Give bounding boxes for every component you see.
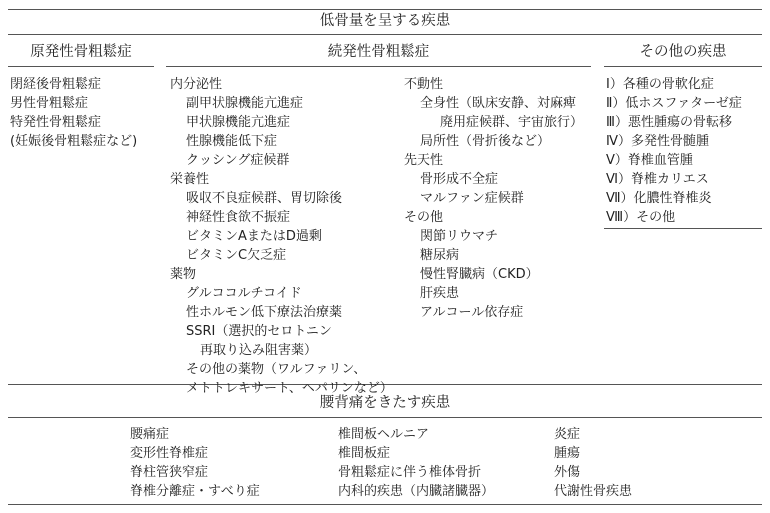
list-item: 炎症 [554, 427, 581, 442]
list-item: Ⅴ）脊椎血管腫 [606, 153, 693, 168]
list-item: 全身性（臥床安静、対麻痺 [420, 96, 577, 111]
list-item: Ⅶ）化膿性脊椎炎 [606, 191, 712, 206]
back-pain-col1 [130, 425, 260, 501]
primary-list [10, 75, 137, 151]
category-label: その他 [404, 210, 444, 225]
list-item: (妊娠後骨粗鬆症など) [10, 134, 138, 149]
list-item: アルコール依存症 [420, 305, 524, 320]
list-item: 骨形成不全症 [420, 172, 499, 187]
list-item: 副甲状腺機能亢進症 [186, 96, 304, 111]
list-item: グルココルチコイド [186, 286, 302, 301]
list-item: 閉経後骨粗鬆症 [10, 77, 102, 92]
list-item: 腫瘍 [554, 446, 581, 461]
bottom-rule [8, 504, 762, 505]
list-item: 性腺機能低下症 [186, 134, 278, 149]
list-item: Ⅱ）低ホスファターゼ症 [606, 96, 742, 111]
list-item: 外傷 [554, 465, 581, 480]
back-pain-col2 [338, 425, 494, 501]
list-item: 脊椎分離症・すべり症 [130, 484, 260, 499]
list-item: 局所性（骨折後など） [420, 134, 551, 149]
list-item: Ⅳ）多発性骨髄腫 [606, 134, 709, 149]
list-item: 神経性食欲不振症 [186, 210, 291, 225]
list-item: クッシング症候群 [186, 153, 290, 168]
list-item: 椎間板症 [338, 446, 391, 461]
other-bottom-rule [604, 228, 762, 229]
category-label: 薬物 [170, 267, 197, 282]
secondary-header: 続発性骨粗鬆症 [327, 44, 430, 60]
secondary-header-rule [166, 66, 591, 67]
table-title: 低骨量を呈する疾患 [319, 13, 451, 29]
list-item: Ⅵ）脊椎カリエス [606, 172, 709, 187]
category-label: 不動性 [404, 77, 444, 92]
list-item-continuation: メトトレキサート、ヘパリンなど） [186, 381, 393, 396]
list-item: 関節リウマチ [420, 229, 499, 244]
list-item: 慢性腎臓病（CKD） [420, 267, 539, 282]
list-item: その他の薬物（ワルファリン、 [186, 362, 367, 377]
list-item: 骨粗鬆症に伴う椎体骨折 [338, 465, 482, 480]
list-item: 腰痛症 [130, 427, 170, 442]
back-pain-col3 [554, 425, 632, 501]
list-item: マルファン症候群 [420, 191, 524, 206]
secondary-right-list [404, 75, 583, 322]
list-item: SSRI（選択的セロトニン [186, 324, 332, 339]
other-list [606, 75, 742, 227]
list-item: 糖尿病 [420, 248, 460, 263]
top-rule [8, 9, 762, 10]
list-item: 脊柱管狭窄症 [130, 465, 209, 480]
list-item: ビタミンAまたはD過剰 [186, 229, 322, 244]
list-item: 肝疾患 [420, 286, 460, 301]
list-item: 代謝性骨疾患 [554, 484, 633, 499]
list-item: 特発性骨粗鬆症 [10, 115, 102, 130]
other-header-rule [604, 66, 762, 67]
category-label: 栄養性 [170, 172, 210, 187]
back-pain-title: 腰背痛をきたす疾患 [319, 395, 451, 411]
other-header: その他の疾患 [639, 44, 727, 60]
back-pain-title-rule [8, 417, 762, 418]
title-rule [8, 34, 762, 35]
list-item: 吸収不良症候群、胃切除後 [186, 191, 343, 206]
list-item: ビタミンC欠乏症 [186, 248, 287, 263]
primary-header: 原発性骨粗鬆症 [30, 44, 132, 60]
list-item: 甲状腺機能亢進症 [186, 115, 291, 130]
primary-header-rule [8, 66, 154, 67]
list-item-continuation: 再取り込み阻害薬） [200, 343, 318, 358]
list-item: Ⅷ）その他 [606, 210, 676, 225]
list-item: 変形性脊椎症 [130, 446, 209, 461]
list-item: 性ホルモン低下療法治療薬 [186, 305, 343, 320]
list-item: 内科的疾患（内臓諸臓器） [338, 484, 495, 499]
list-item: 椎間板ヘルニア [338, 427, 430, 442]
list-item-continuation: 廃用症候群、宇宙旅行） [440, 115, 584, 130]
category-label: 先天性 [404, 153, 444, 168]
list-item: 男性骨粗鬆症 [10, 96, 89, 111]
list-item: Ⅰ）各種の骨軟化症 [606, 77, 714, 92]
secondary-left-list [170, 75, 393, 398]
list-item: Ⅲ）悪性腫瘍の骨転移 [606, 115, 732, 130]
category-label: 内分泌性 [170, 77, 223, 92]
